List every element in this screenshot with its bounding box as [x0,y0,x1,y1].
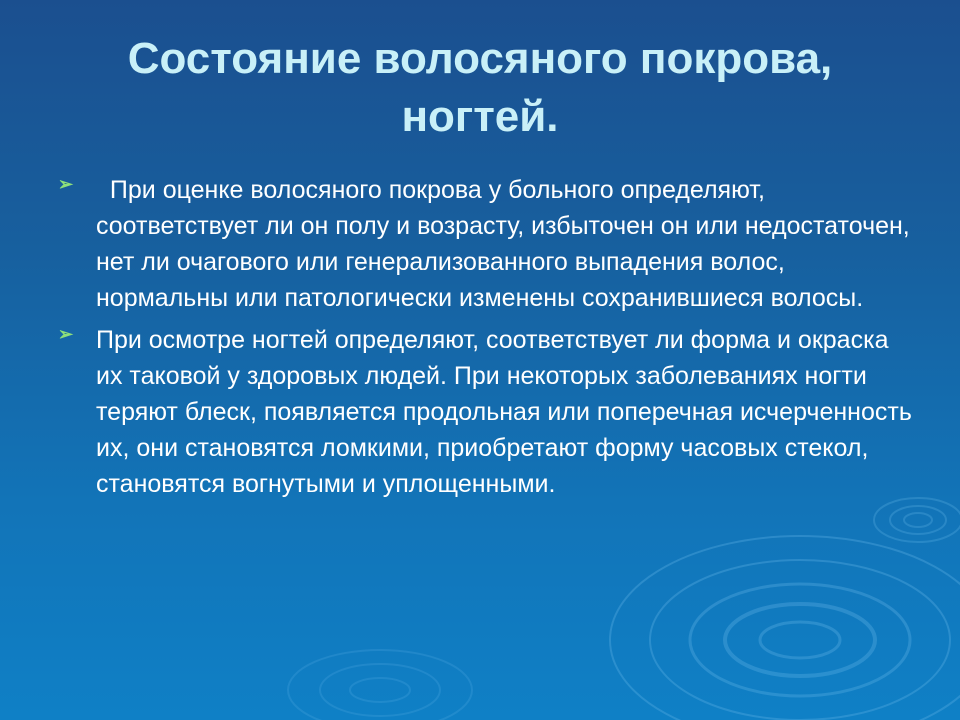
list-item [58,172,918,316]
arrow-bullet-icon: ➢ [58,324,74,344]
slide-title: Состояние волосяного покрова, ногтей. [127,34,833,141]
arrow-bullet-icon: ➢ [58,174,74,194]
bullet-list [58,172,918,508]
bullet-text-nails: При осмотре ногтей определяют, соответствует ли форма и окраска их таковой у здоровых людей. При некоторых заболеваниях ногти теряют блеск, появляется продольная или поперечная исчерченность их, они становятся ломкими, приобретают форму часовых стекол, становятся вогнутыми и уплощенными. [96,326,912,498]
bullet-text-hair: При оценке волосяного покрова у больного определяют, соответствует ли он полу и возрасту, избыточен он или недостаточен, нет ли очагового или генерализованного выпадения волос, нормальны или патологически изменены сохранившиеся волосы. [96,176,917,312]
list-item [58,322,918,502]
